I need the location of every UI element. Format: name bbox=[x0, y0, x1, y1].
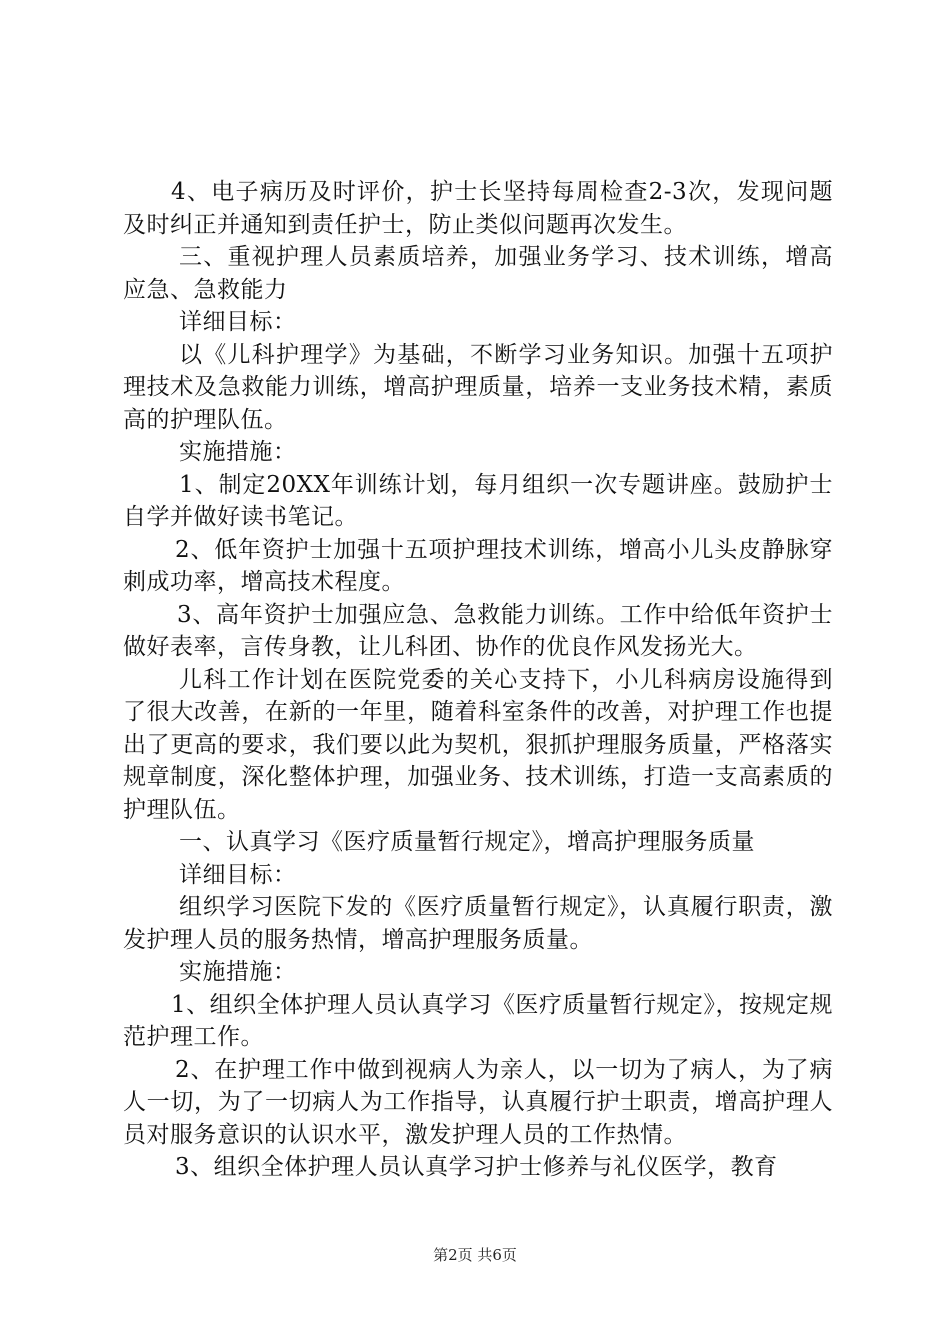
paragraph: 以《儿科护理学》为基础，不断学习业务知识。加强十五项护理技术及急救能力训练，增高护理质量，培养一支业务技术精，素质高的护理队伍。 bbox=[123, 341, 833, 433]
paragraph: 1、制定20XX年训练计划，每月组织一次专题讲座。鼓励护士自学并做好读书笔记。 bbox=[123, 471, 833, 530]
paragraph: 4、电子病历及时评价，护士长坚持每周检查2-3次，发现问题及时纠正并通知到责任护士，防止类似问题再次发生。 bbox=[123, 179, 833, 238]
page-number-footer: 第2页 共6页 bbox=[433, 1246, 517, 1264]
paragraph: 2、低年资护士加强十五项护理技术训练，增高小儿头皮静脉穿刺成功率，增高技术程度。 bbox=[123, 536, 833, 595]
paragraph: 2、在护理工作中做到视病人为亲人，以一切为了病人，为了病人一切，为了一切病人为工作指导，认真履行护士职责，增高护理人员对服务意识的认识水平，激发护理人员的工作热情。 bbox=[123, 1056, 833, 1148]
paragraph: 实施措施： bbox=[179, 439, 297, 465]
paragraph: 组织学习医院下发的《医疗质量暂行规定》，认真履行职责，激发护理人员的服务热情，增高护理服务质量。 bbox=[123, 894, 833, 953]
paragraph: 1、组织全体护理人员认真学习《医疗质量暂行规定》，按规定规范护理工作。 bbox=[123, 991, 833, 1050]
paragraph: 一、认真学习《医疗质量暂行规定》，增高护理服务质量 bbox=[179, 829, 755, 855]
paragraph: 3、组织全体护理人员认真学习护士修养与礼仪医学，教育 bbox=[175, 1154, 778, 1180]
paragraph: 三、重视护理人员素质培养，加强业务学习、技术训练，增高应急、急救能力 bbox=[123, 244, 833, 303]
paragraph: 3、高年资护士加强应急、急救能力训练。工作中给低年资护士做好表率，言传身教，让儿科团、协作的优良作风发扬光大。 bbox=[123, 601, 833, 660]
paragraph: 儿科工作计划在医院党委的关心支持下，小儿科病房设施得到了很大改善，在新的一年里，随着科室条件的改善，对护理工作也提出了更高的要求，我们要以此为契机，狠抓护理服务质量，严格落实规章制度，深化整体护理，加强业务、技术训练，打造一支高素质的护理队伍。 bbox=[123, 666, 833, 823]
paragraph: 详细目标： bbox=[179, 861, 297, 888]
document-body bbox=[123, 176, 833, 1184]
paragraph: 详细目标： bbox=[179, 309, 297, 335]
paragraph: 实施措施： bbox=[179, 959, 297, 985]
